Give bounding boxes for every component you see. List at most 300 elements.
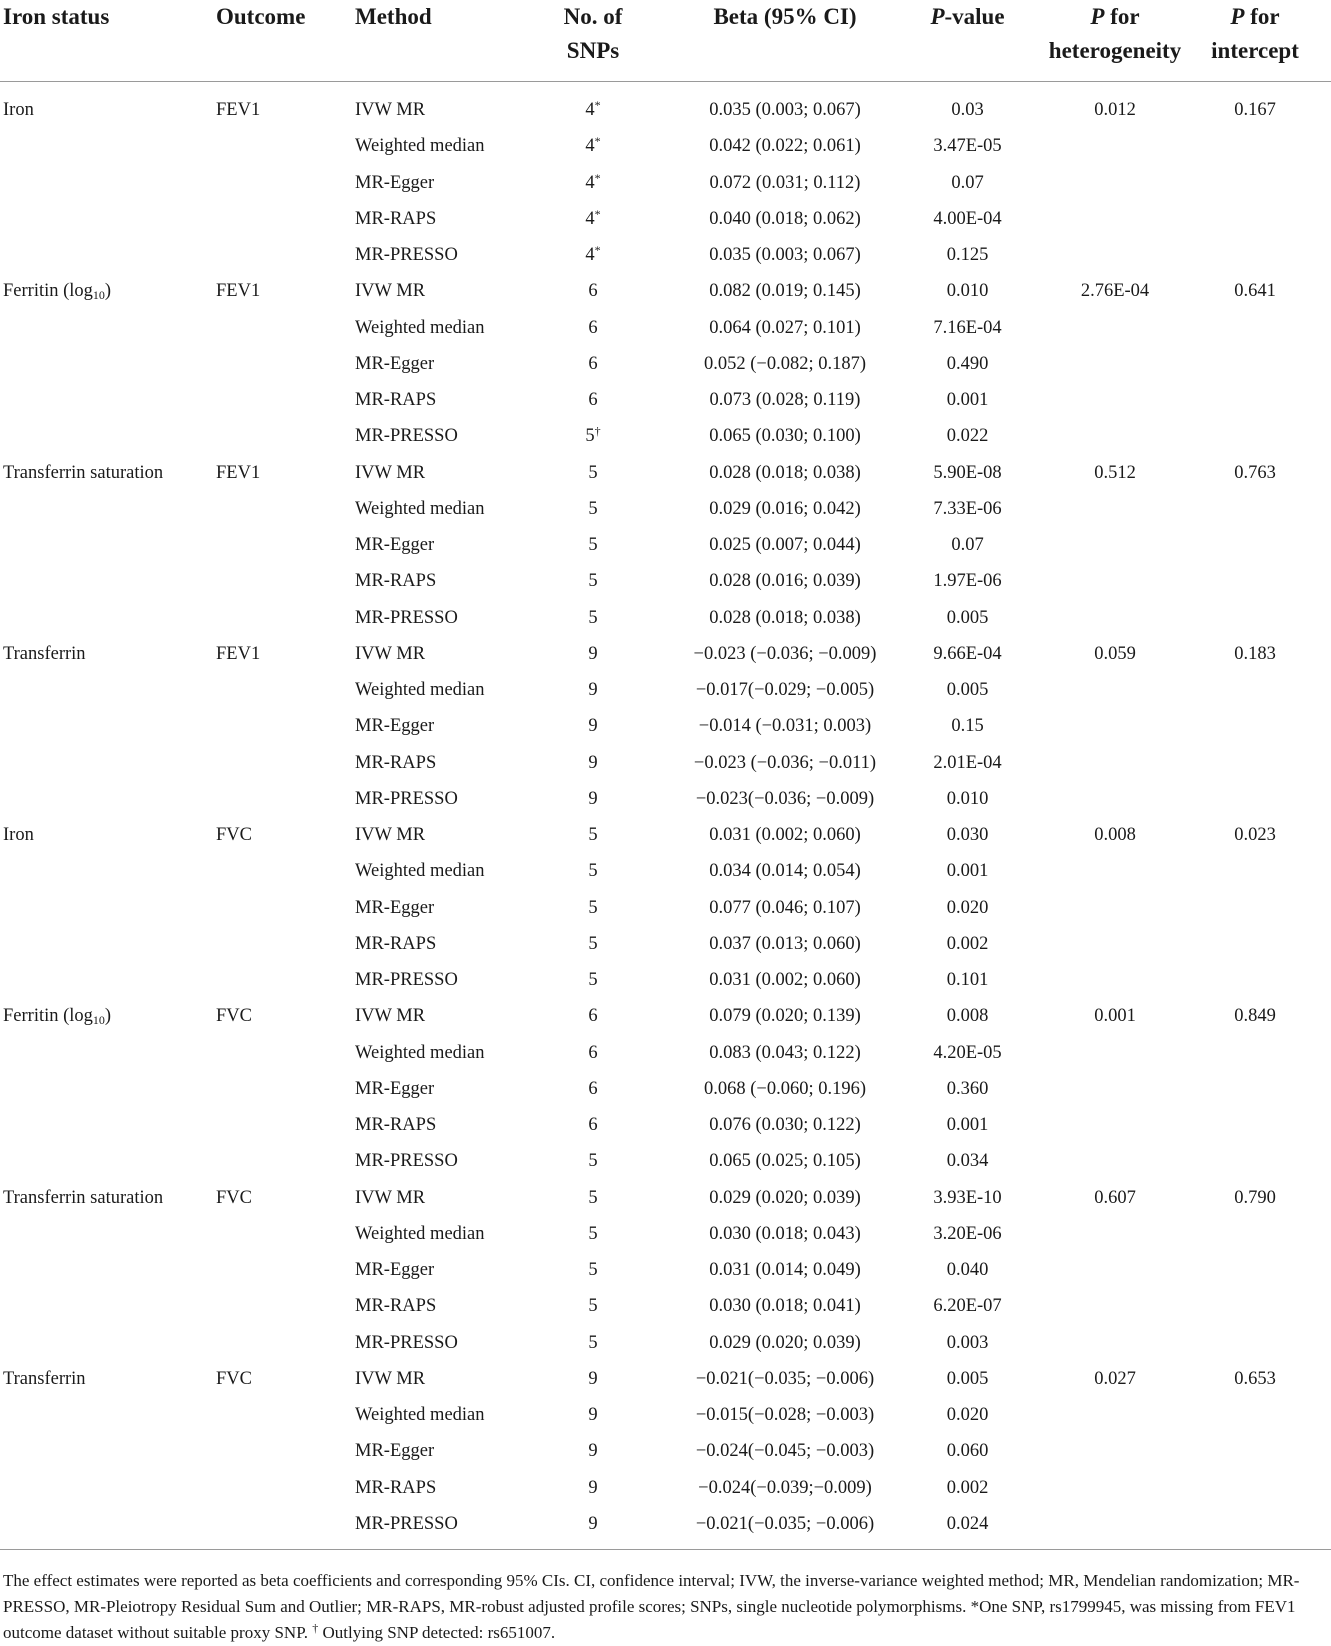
cell-p-intercept [1200, 1213, 1310, 1224]
table-row [0, 1503, 1331, 1539]
cell-beta: 0.037 (0.013; 0.060) [709, 933, 861, 954]
cell-p-heterogeneity [1040, 1104, 1190, 1115]
cell-beta: 0.065 (0.030; 0.100) [709, 426, 861, 447]
cell-p-intercept [1200, 307, 1310, 318]
cell-no-of-snps: 4* [585, 243, 601, 265]
cell-beta: −0.023 (−0.036; −0.009) [693, 643, 877, 664]
cell-beta: −0.021(−0.035; −0.006) [695, 1513, 875, 1534]
cell-method: Weighted median [355, 861, 485, 882]
header-no-of-snps: No. of SNPs [563, 4, 623, 63]
cell-method: MR-RAPS [355, 208, 437, 229]
table-row [0, 995, 1331, 1031]
table-row [0, 488, 1331, 524]
cell-no-of-snps: 9 [588, 1441, 598, 1462]
cell-p-heterogeneity [1040, 1032, 1190, 1043]
cell-beta: 0.068 (−0.060; 0.196) [703, 1078, 867, 1099]
cell-p-value: 0.005 [946, 1368, 989, 1389]
cell-p-heterogeneity [1040, 162, 1190, 173]
cell-p-value: 3.20E-06 [933, 1223, 1002, 1244]
cell-iron-status: Ferritin $(\log_{10})$ [3, 1006, 112, 1028]
cell-no-of-snps: 5 [588, 1296, 598, 1317]
cell-p-value: 0.03 [951, 100, 984, 120]
cell-no-of-snps: 6 [588, 1006, 598, 1027]
cell-method: MR-Egger [355, 1441, 435, 1462]
cell-p-intercept [1200, 379, 1310, 390]
cell-p-value: 0.001 [946, 861, 989, 882]
cell-p-intercept [1200, 778, 1310, 789]
cell-beta: −0.023(−0.036; −0.009) [695, 788, 875, 809]
cell-no-of-snps: 5 [588, 897, 598, 918]
table-row [0, 162, 1331, 198]
cell-outcome: FEV1 [216, 462, 261, 483]
cell-beta: 0.042 (0.022; 0.061) [709, 136, 861, 157]
table-row [0, 923, 1331, 959]
cell-no-of-snps: 4* [585, 170, 601, 193]
cell-no-of-snps: 6 [588, 390, 598, 410]
cell-p-intercept [1200, 1249, 1310, 1260]
cell-p-heterogeneity [1040, 1140, 1190, 1151]
table-row [0, 669, 1331, 705]
cell-beta: 0.040 (0.018; 0.062) [709, 208, 861, 229]
cell-beta: −0.014 (−0.031; 0.003) [698, 716, 872, 737]
cell-beta: 0.035 (0.003; 0.067) [709, 245, 861, 265]
cell-p-heterogeneity [1040, 850, 1190, 861]
cell-method: MR-Egger [355, 1078, 435, 1099]
cell-outcome: FEV1 [216, 281, 261, 302]
cell-no-of-snps: 5 [588, 607, 598, 628]
cell-p-value: 0.07 [951, 535, 984, 555]
cell-p-intercept [1200, 343, 1310, 354]
cell-iron-status: Ferritin $(\log_{10})$ [3, 281, 112, 303]
cell-p-heterogeneity [1040, 1213, 1190, 1224]
cell-p-value: 0.010 [946, 788, 989, 809]
cell-no-of-snps: 4* [585, 134, 601, 157]
cell-p-value: 0.008 [946, 1006, 989, 1027]
cell-iron-status: Transferrin [3, 643, 86, 664]
cell-p-value: 0.125 [946, 245, 989, 265]
cell-p-value: 0.030 [946, 825, 989, 845]
cell-p-heterogeneity [1040, 705, 1190, 716]
cell-p-value: 0.002 [946, 933, 989, 954]
cell-p-heterogeneity [1040, 1394, 1190, 1405]
cell-p-value: 0.001 [946, 1115, 989, 1135]
table-row [0, 1467, 1331, 1503]
cell-outcome: FVC [216, 1368, 252, 1389]
cell-p-intercept: 0.167 [1234, 100, 1276, 120]
cell-p-heterogeneity: 0.027 [1094, 1368, 1136, 1389]
table-row [0, 198, 1331, 234]
cell-no-of-snps: 5 [588, 535, 598, 555]
table-row [0, 1285, 1331, 1321]
cell-method: MR-PRESSO [355, 970, 458, 990]
cell-p-heterogeneity [1040, 1503, 1190, 1514]
table-row [0, 705, 1331, 741]
cell-p-value: 0.034 [946, 1151, 989, 1172]
cell-no-of-snps: 5 [588, 1187, 598, 1208]
cell-p-value: 3.47E-05 [933, 136, 1002, 157]
cell-p-intercept [1200, 705, 1310, 716]
cell-beta: 0.029 (0.016; 0.042) [709, 498, 861, 519]
cell-method: MR-Egger [355, 1260, 435, 1280]
table-row [0, 560, 1331, 596]
cell-beta: −0.021(−0.035; −0.006) [695, 1368, 875, 1389]
cell-iron-status: Iron [3, 825, 34, 845]
cell-beta: 0.031 (0.002; 0.060) [709, 970, 861, 990]
cell-p-value: 0.002 [946, 1477, 989, 1498]
header-beta: Beta (95% CI) [713, 4, 857, 29]
cell-p-intercept: 0.023 [1234, 825, 1276, 845]
cell-iron-status: Transferrin [3, 1368, 86, 1389]
cell-beta: 0.076 (0.030; 0.122) [709, 1115, 861, 1135]
cell-no-of-snps: 5 [588, 462, 598, 483]
cell-p-heterogeneity [1040, 742, 1190, 753]
cell-p-heterogeneity [1040, 1322, 1190, 1333]
cell-p-value: 0.001 [946, 390, 989, 410]
cell-p-heterogeneity [1040, 125, 1190, 136]
table-row [0, 307, 1331, 343]
cell-beta: 0.077 (0.046; 0.107) [709, 897, 861, 918]
cell-method: Weighted median [355, 680, 485, 700]
table-row [0, 1068, 1331, 1104]
cell-outcome: FVC [216, 1187, 252, 1208]
cell-p-heterogeneity [1040, 597, 1190, 608]
cell-method: MR-PRESSO [355, 426, 458, 447]
cell-p-intercept [1200, 923, 1310, 934]
cell-beta: −0.024(−0.039;−0.009) [698, 1477, 872, 1498]
cell-beta: 0.028 (0.018; 0.038) [709, 462, 861, 483]
cell-no-of-snps: 5 [588, 825, 598, 845]
cell-method: IVW MR [355, 1368, 426, 1389]
cell-p-heterogeneity [1040, 959, 1190, 970]
header-method: Method [355, 4, 432, 29]
cell-iron-status: Transferrin saturation [3, 1187, 164, 1208]
cell-no-of-snps: 5 [588, 1223, 598, 1244]
cell-p-intercept [1200, 742, 1310, 753]
header-p-value: P-value [930, 4, 1005, 29]
cell-no-of-snps: 9 [588, 1513, 598, 1534]
cell-p-heterogeneity [1040, 669, 1190, 680]
cell-no-of-snps: 4* [585, 206, 601, 229]
cell-p-heterogeneity [1040, 1285, 1190, 1296]
table-row [0, 1032, 1331, 1068]
table-row [0, 524, 1331, 560]
cell-p-intercept: 0.653 [1234, 1368, 1276, 1389]
cell-method: MR-RAPS [355, 1115, 437, 1135]
cell-p-intercept [1200, 415, 1310, 426]
cell-p-heterogeneity: 0.008 [1094, 825, 1136, 845]
cell-p-heterogeneity [1040, 198, 1190, 209]
cell-p-value: 4.20E-05 [933, 1042, 1002, 1063]
cell-no-of-snps: 6 [588, 1078, 598, 1099]
cell-p-value: 0.024 [946, 1513, 989, 1534]
cell-method: Weighted median [355, 498, 485, 519]
cell-p-value: 0.15 [951, 716, 984, 737]
cell-method: Weighted median [355, 1223, 485, 1244]
header-outcome: Outcome [216, 4, 306, 29]
table-header [0, 0, 1331, 82]
cell-p-value: 0.020 [946, 897, 989, 918]
cell-beta: 0.031 (0.002; 0.060) [709, 825, 861, 845]
cell-p-intercept [1200, 560, 1310, 571]
cell-p-heterogeneity [1040, 1430, 1190, 1441]
cell-beta: 0.028 (0.018; 0.038) [709, 607, 861, 628]
cell-method: MR-RAPS [355, 571, 437, 592]
table-row [0, 814, 1331, 850]
table-body [0, 82, 1331, 1539]
cell-p-heterogeneity [1040, 379, 1190, 390]
cell-beta: 0.052 (−0.082; 0.187) [703, 353, 867, 374]
cell-method: MR-PRESSO [355, 1332, 458, 1353]
cell-p-heterogeneity: 0.012 [1094, 100, 1136, 120]
cell-method: MR-RAPS [355, 1296, 437, 1317]
header-iron-status: Iron status [3, 4, 110, 29]
cell-p-heterogeneity [1040, 307, 1190, 318]
table-row [0, 1249, 1331, 1285]
cell-method: MR-PRESSO [355, 1513, 458, 1534]
cell-method: MR-PRESSO [355, 607, 458, 628]
cell-method: MR-RAPS [355, 752, 437, 773]
cell-method: IVW MR [355, 825, 426, 845]
cell-p-heterogeneity: 0.059 [1094, 643, 1136, 664]
cell-method: Weighted median [355, 136, 485, 157]
cell-p-value: 0.060 [946, 1441, 989, 1462]
cell-p-value: 0.022 [946, 426, 989, 447]
cell-no-of-snps: 5 [588, 1151, 598, 1172]
table-row [0, 1322, 1331, 1358]
cell-method: MR-PRESSO [355, 1151, 458, 1172]
cell-no-of-snps: 6 [588, 353, 598, 374]
cell-p-intercept [1200, 1394, 1310, 1405]
cell-p-heterogeneity: 0.512 [1094, 462, 1136, 483]
cell-p-value: 0.005 [946, 607, 989, 628]
table-row [0, 415, 1331, 451]
cell-no-of-snps: 5 [588, 571, 598, 592]
table-row [0, 597, 1331, 633]
cell-p-intercept: 0.183 [1234, 643, 1276, 664]
cell-method: Weighted median [355, 1042, 485, 1063]
cell-no-of-snps: 5† [585, 424, 601, 447]
cell-p-heterogeneity [1040, 560, 1190, 571]
cell-no-of-snps: 5 [588, 861, 598, 882]
table-row [0, 343, 1331, 379]
cell-p-heterogeneity [1040, 343, 1190, 354]
cell-method: Weighted median [355, 317, 485, 338]
table-footnote: The effect estimates were reported as beta coefficients and corresponding 95% CIs. CI, confidence interval; IVW, the inverse-variance weighted method; MR, Mendelian randomization; MR-PRESSO, MR-Pleiotropy Residual Sum and Outlier; MR-RAPS, MR-robust adjusted profile scores; SNPs, single nucleotide polymorphisms. *One SNP, rs1799945, was missing from FEV1 outcome dataset without suitable proxy SNP. † Outlying SNP detected: rs651007. [3, 1571, 1300, 1642]
table-row [0, 1104, 1331, 1140]
cell-p-value: 2.01E-04 [933, 752, 1002, 773]
table-row [0, 89, 1331, 125]
cell-p-value: 7.16E-04 [933, 317, 1002, 338]
cell-method: MR-RAPS [355, 933, 437, 954]
cell-method: MR-Egger [355, 716, 435, 737]
cell-p-intercept [1200, 1285, 1310, 1296]
cell-outcome: FVC [216, 825, 252, 845]
table-row [0, 1213, 1331, 1249]
cell-p-value: 0.360 [946, 1078, 989, 1099]
cell-p-value: 0.020 [946, 1405, 989, 1425]
cell-p-heterogeneity [1040, 234, 1190, 245]
cell-no-of-snps: 5 [588, 1260, 598, 1280]
cell-method: IVW MR [355, 1006, 426, 1027]
cell-p-intercept [1200, 1467, 1310, 1478]
cell-no-of-snps: 9 [588, 643, 598, 664]
cell-beta: 0.031 (0.014; 0.049) [709, 1260, 861, 1280]
cell-no-of-snps: 5 [588, 1332, 598, 1353]
table-row [0, 270, 1331, 306]
cell-beta: 0.029 (0.020; 0.039) [709, 1332, 861, 1353]
cell-p-intercept [1200, 887, 1310, 898]
cell-beta: −0.017(−0.029; −0.005) [695, 680, 875, 700]
cell-p-intercept [1200, 1068, 1310, 1079]
cell-no-of-snps: 9 [588, 716, 598, 737]
cell-p-intercept: 0.849 [1234, 1006, 1276, 1027]
cell-p-heterogeneity: 2.76E-04 [1080, 281, 1150, 302]
cell-no-of-snps: 5 [588, 498, 598, 519]
header-p-intercept: P for intercept [1211, 4, 1299, 63]
cell-method: MR-Egger [355, 897, 435, 918]
cell-p-intercept [1200, 234, 1310, 245]
cell-beta: 0.030 (0.018; 0.041) [709, 1296, 861, 1317]
cell-p-heterogeneity [1040, 524, 1190, 535]
cell-method: MR-RAPS [355, 1477, 437, 1498]
cell-p-intercept: 0.763 [1234, 462, 1276, 483]
cell-p-value: 9.66E-04 [933, 643, 1002, 664]
cell-method: IVW MR [355, 281, 426, 302]
cell-beta: 0.079 (0.020; 0.139) [709, 1006, 861, 1027]
cell-beta: 0.082 (0.019; 0.145) [709, 281, 861, 302]
table-row [0, 1358, 1331, 1394]
cell-beta: 0.030 (0.018; 0.043) [709, 1223, 861, 1244]
cell-p-intercept [1200, 1430, 1310, 1441]
cell-p-heterogeneity [1040, 778, 1190, 789]
table-row [0, 1140, 1331, 1176]
cell-beta: −0.015(−0.028; −0.003) [695, 1405, 875, 1425]
cell-p-heterogeneity [1040, 1068, 1190, 1079]
cell-p-value: 0.101 [946, 970, 989, 990]
table-row [0, 633, 1331, 669]
table-row [0, 125, 1331, 161]
cell-beta: 0.072 (0.031; 0.112) [709, 172, 861, 193]
cell-method: MR-Egger [355, 535, 435, 555]
cell-no-of-snps: 9 [588, 680, 598, 700]
cell-no-of-snps: 9 [588, 788, 598, 809]
table-row [0, 1177, 1331, 1213]
cell-p-intercept [1200, 125, 1310, 136]
table-row [0, 850, 1331, 886]
cell-p-intercept [1200, 198, 1310, 209]
cell-beta: 0.065 (0.025; 0.105) [709, 1151, 861, 1172]
table-bottom-rule [0, 1549, 1331, 1550]
cell-outcome: FVC [216, 1006, 252, 1027]
cell-method: MR-Egger [355, 172, 435, 193]
table-row [0, 452, 1331, 488]
cell-p-value: 5.90E-08 [933, 462, 1002, 483]
cell-no-of-snps: 9 [588, 1405, 598, 1425]
cell-method: Weighted median [355, 1405, 485, 1425]
cell-p-value: 3.93E-10 [933, 1187, 1002, 1208]
cell-no-of-snps: 5 [588, 970, 598, 990]
cell-p-value: 0.040 [946, 1260, 989, 1280]
cell-outcome: FEV1 [216, 643, 261, 664]
cell-p-heterogeneity: 0.001 [1094, 1006, 1136, 1027]
cell-p-value: 0.07 [951, 172, 984, 193]
cell-beta: −0.024(−0.045; −0.003) [695, 1441, 875, 1462]
cell-p-intercept [1200, 850, 1310, 861]
cell-method: IVW MR [355, 643, 426, 664]
cell-no-of-snps: 9 [588, 1368, 598, 1389]
cell-p-intercept [1200, 1503, 1310, 1514]
cell-p-value: 6.20E-07 [933, 1296, 1002, 1317]
cell-p-value: 0.490 [946, 353, 989, 374]
cell-beta: 0.034 (0.014; 0.054) [709, 861, 861, 882]
cell-p-intercept [1200, 1104, 1310, 1115]
cell-p-value: 1.97E-06 [933, 571, 1002, 592]
cell-iron-status: Transferrin saturation [3, 462, 164, 483]
cell-p-value: 7.33E-06 [933, 498, 1002, 519]
cell-no-of-snps: 6 [588, 1115, 598, 1135]
cell-method: IVW MR [355, 100, 426, 120]
cell-p-heterogeneity [1040, 488, 1190, 499]
cell-p-intercept: 0.641 [1234, 281, 1276, 302]
table-row [0, 887, 1331, 923]
cell-no-of-snps: 9 [588, 752, 598, 773]
cell-no-of-snps: 6 [588, 1042, 598, 1063]
cell-p-heterogeneity [1040, 887, 1190, 898]
table-row [0, 234, 1331, 270]
cell-no-of-snps: 5 [588, 933, 598, 954]
cell-method: IVW MR [355, 1187, 426, 1208]
cell-beta: 0.083 (0.043; 0.122) [709, 1042, 861, 1063]
cell-outcome: FEV1 [216, 100, 261, 120]
table-row [0, 1394, 1331, 1430]
cell-p-heterogeneity [1040, 1467, 1190, 1478]
header-p-heterogeneity: P for heterogeneity [1048, 4, 1182, 63]
cell-p-value: 4.00E-04 [933, 208, 1002, 229]
cell-p-intercept: 0.790 [1234, 1187, 1276, 1208]
cell-beta: 0.028 (0.016; 0.039) [709, 571, 861, 592]
cell-no-of-snps: 6 [588, 281, 598, 302]
cell-p-value: 0.003 [946, 1332, 989, 1353]
cell-p-value: 0.005 [946, 680, 989, 700]
cell-p-intercept [1200, 488, 1310, 499]
cell-p-value: 0.010 [946, 281, 989, 302]
cell-p-intercept [1200, 669, 1310, 680]
cell-method: MR-RAPS [355, 390, 437, 410]
cell-no-of-snps: 9 [588, 1477, 598, 1498]
table-row [0, 959, 1331, 995]
cell-p-intercept [1200, 959, 1310, 970]
cell-method: MR-PRESSO [355, 788, 458, 809]
cell-beta: 0.029 (0.020; 0.039) [709, 1187, 861, 1208]
cell-beta: 0.064 (0.027; 0.101) [709, 317, 861, 338]
cell-p-intercept [1200, 524, 1310, 535]
cell-p-heterogeneity [1040, 1249, 1190, 1260]
cell-beta: 0.035 (0.003; 0.067) [709, 100, 861, 120]
cell-p-heterogeneity: 0.607 [1094, 1187, 1136, 1208]
cell-method: MR-PRESSO [355, 245, 458, 265]
cell-p-intercept [1200, 162, 1310, 173]
cell-no-of-snps: 4* [585, 98, 601, 120]
cell-p-heterogeneity [1040, 923, 1190, 934]
cell-beta: 0.073 (0.028; 0.119) [709, 390, 861, 410]
cell-method: MR-Egger [355, 353, 435, 374]
cell-no-of-snps: 6 [588, 317, 598, 338]
table-row [0, 379, 1331, 415]
cell-p-intercept [1200, 597, 1310, 608]
table-row [0, 778, 1331, 814]
cell-iron-status: Iron [3, 100, 34, 120]
cell-beta: 0.025 (0.007; 0.044) [709, 535, 861, 555]
